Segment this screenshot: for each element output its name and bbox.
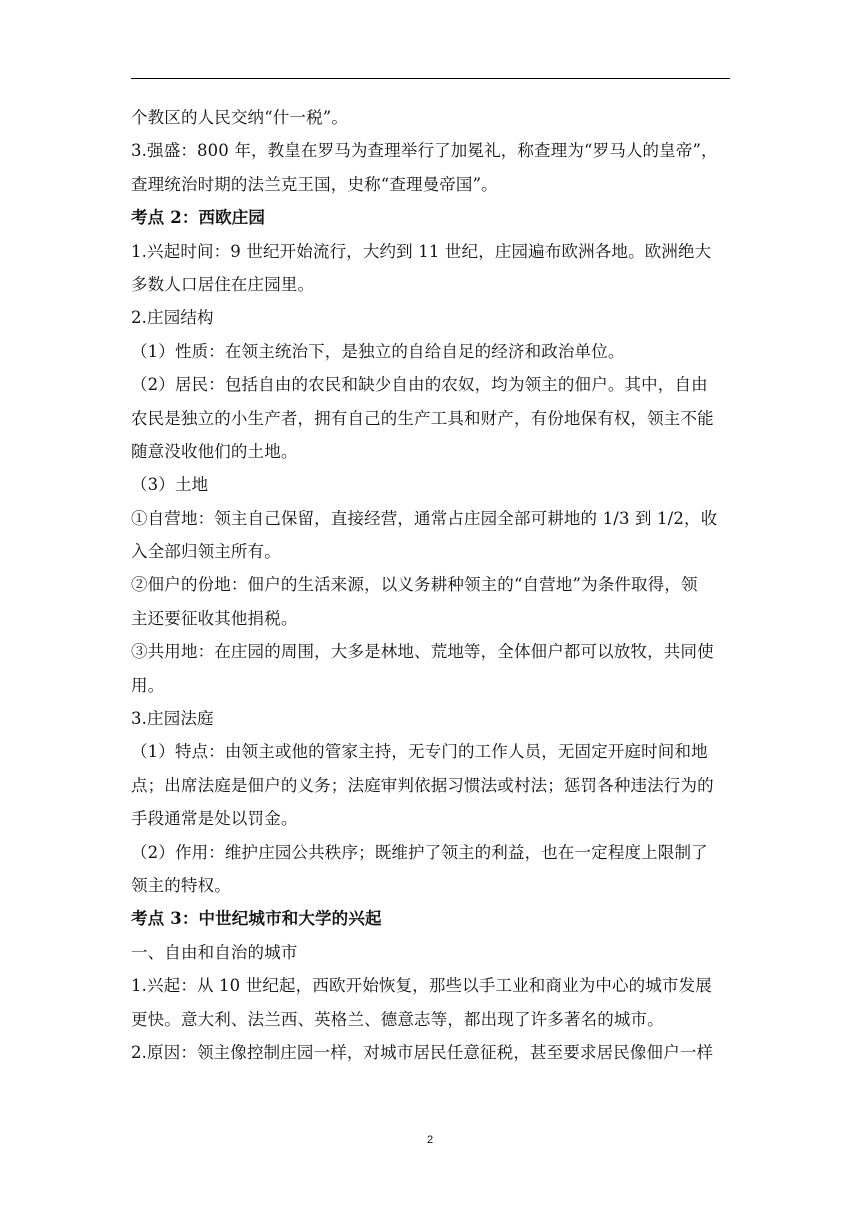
header-rule — [131, 78, 730, 79]
page-number: 2 — [426, 1134, 434, 1146]
line-13: ①自营地：领主自己保留，直接经营，通常占庄园全部可耕地的 1/3 到 1/2，收 — [131, 508, 718, 528]
line-6: 多数人口居住在庄园里。 — [131, 274, 315, 294]
line-15: ②佃户的份地：佃户的生活来源，以义务耕种领主的“自营地”为条件取得，领 — [131, 575, 698, 595]
line-28: 更快。意大利、法兰西、英格兰、德意志等，都出现了许多著名的城市。 — [131, 1009, 664, 1029]
line-24: 领主的特权。 — [131, 875, 231, 895]
line-5: 1.兴起时间：9 世纪开始流行，大约到 11 世纪，庄园遍布欧洲各地。欧洲绝大 — [131, 241, 712, 261]
page-body — [131, 101, 730, 1069]
line-21: 点；出席法庭是佃户的义务；法庭审判依据习惯法或村法；惩罚各种违法行为的 — [131, 775, 714, 795]
line-27: 1.兴起：从 10 世纪起，西欧开始恢复，那些以手工业和商业为中心的城市发展 — [131, 976, 712, 996]
line-29: 2.原因：领主像控制庄园一样，对城市居民任意征税，甚至要求居民像佃户一样 — [131, 1042, 714, 1062]
line-10: 农民是独立的小生产者，拥有自己的生产工具和财产，有份地保有权，领主不能 — [131, 408, 714, 428]
line-16: 主还要征收其他捐税。 — [131, 608, 298, 628]
line-11: 随意没收他们的土地。 — [131, 441, 298, 461]
line-7: 2.庄园结构 — [131, 308, 214, 328]
line-18: 用。 — [131, 675, 165, 695]
line-20: （1）特点：由领主或他的管家主持，无专门的工作人员，无固定开庭时间和地 — [131, 742, 708, 762]
line-19: 3.庄园法庭 — [131, 709, 214, 729]
section-heading-2: 考点 2：西欧庄园 — [131, 208, 266, 228]
line-2: 3.强盛：800 年，教皇在罗马为查理举行了加冕礼，称查理为“罗马人的皇帝”， — [131, 141, 718, 161]
line-22: 手段通常是处以罚金。 — [131, 809, 298, 829]
line-8: （1）性质：在领主统治下，是独立的自给自足的经济和政治单位。 — [131, 341, 625, 361]
line-17: ③共用地：在庄园的周围，大多是林地、荒地等，全体佃户都可以放牧，共同使 — [131, 642, 714, 662]
line-14: 入全部归领主所有。 — [131, 542, 281, 562]
line-3: 查理统治时期的法兰克王国，史称“查理曼帝国”。 — [131, 174, 498, 194]
line-9: （2）居民：包括自由的农民和缺少自由的农奴，均为领主的佃户。其中，自由 — [131, 375, 708, 395]
line-12: （3）土地 — [131, 475, 209, 495]
line-26: 一、自由和自治的城市 — [131, 942, 298, 962]
line-23: （2）作用：维护庄园公共秩序；既维护了领主的利益，也在一定程度上限制了 — [131, 842, 708, 862]
section-heading-3: 考点 3：中世纪城市和大学的兴起 — [131, 909, 382, 929]
line-1: 个教区的人民交纳“什一税”。 — [131, 108, 348, 127]
